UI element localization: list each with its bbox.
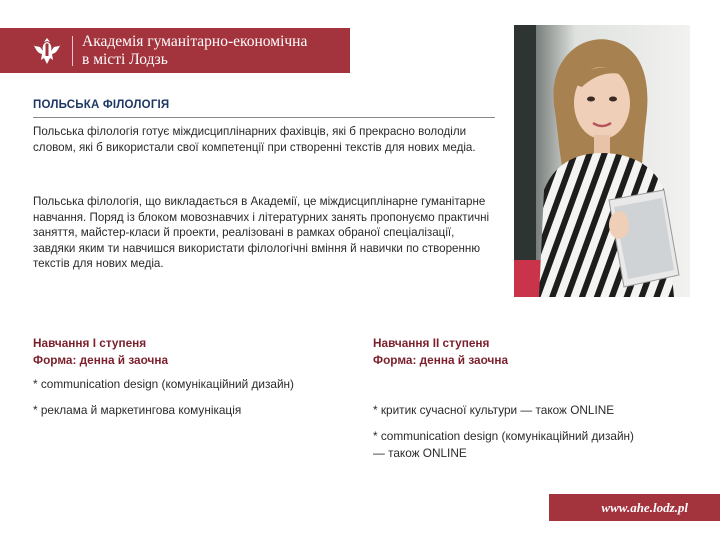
academy-name bbox=[82, 33, 307, 69]
student-photo bbox=[514, 25, 690, 297]
academy-name-line1: Академія гуманітарно-економічна bbox=[82, 33, 308, 50]
intro-paragraph: Польська філологія готує міждисциплінарних фахівців, які б прекрасно володіли словом, які б використали свої компетенції при створенні текстів для нових медіа. bbox=[33, 125, 476, 154]
header-logo-bar bbox=[0, 28, 350, 73]
footer-bar bbox=[549, 494, 720, 521]
level1-item-communication-design: * communication design (комунікаційний дизайн) bbox=[33, 377, 294, 391]
description-paragraph: Польська філологія, що викладається в Академії, це міждисциплінарне гуманітарне навчання. Поряд із блоком мовознавчих і літературних занять пропонуємо практичні заняття, майстер-класи й проекти, реалізовані в рамках обраної спеціалізації, завдяки яким ти навчишся використати філологічні вміння й навички по створенню текстів для нових медіа. bbox=[33, 195, 490, 270]
level2-item-communication-design: * communication design (комунікаційний дизайн) bbox=[373, 429, 634, 443]
level1-heading bbox=[33, 335, 168, 369]
level1-form: Форма: денна й заочна bbox=[33, 353, 169, 367]
level2-form: Форма: денна й заочна bbox=[373, 353, 509, 367]
section-title: ПОЛЬСЬКА ФІЛОЛОГІЯ bbox=[33, 99, 170, 111]
level2-item-online-note: — також ONLINE bbox=[373, 446, 467, 460]
level2-heading bbox=[373, 335, 508, 369]
level2-title: Навчання II ступеня bbox=[373, 336, 490, 350]
logo-divider bbox=[72, 36, 73, 66]
title-divider bbox=[33, 117, 495, 118]
level1-title: Навчання I ступеня bbox=[33, 336, 147, 350]
academy-name-line2: в місті Лодзь bbox=[82, 51, 168, 68]
level2-item-culture-critic: * критик сучасної культури — також ONLINE bbox=[373, 403, 615, 417]
website-link[interactable]: www.ahe.lodz.pl bbox=[601, 500, 688, 515]
eagle-emblem-icon bbox=[30, 34, 64, 68]
level1-item-advertising: * реклама й маркетингова комунікація bbox=[33, 403, 242, 417]
